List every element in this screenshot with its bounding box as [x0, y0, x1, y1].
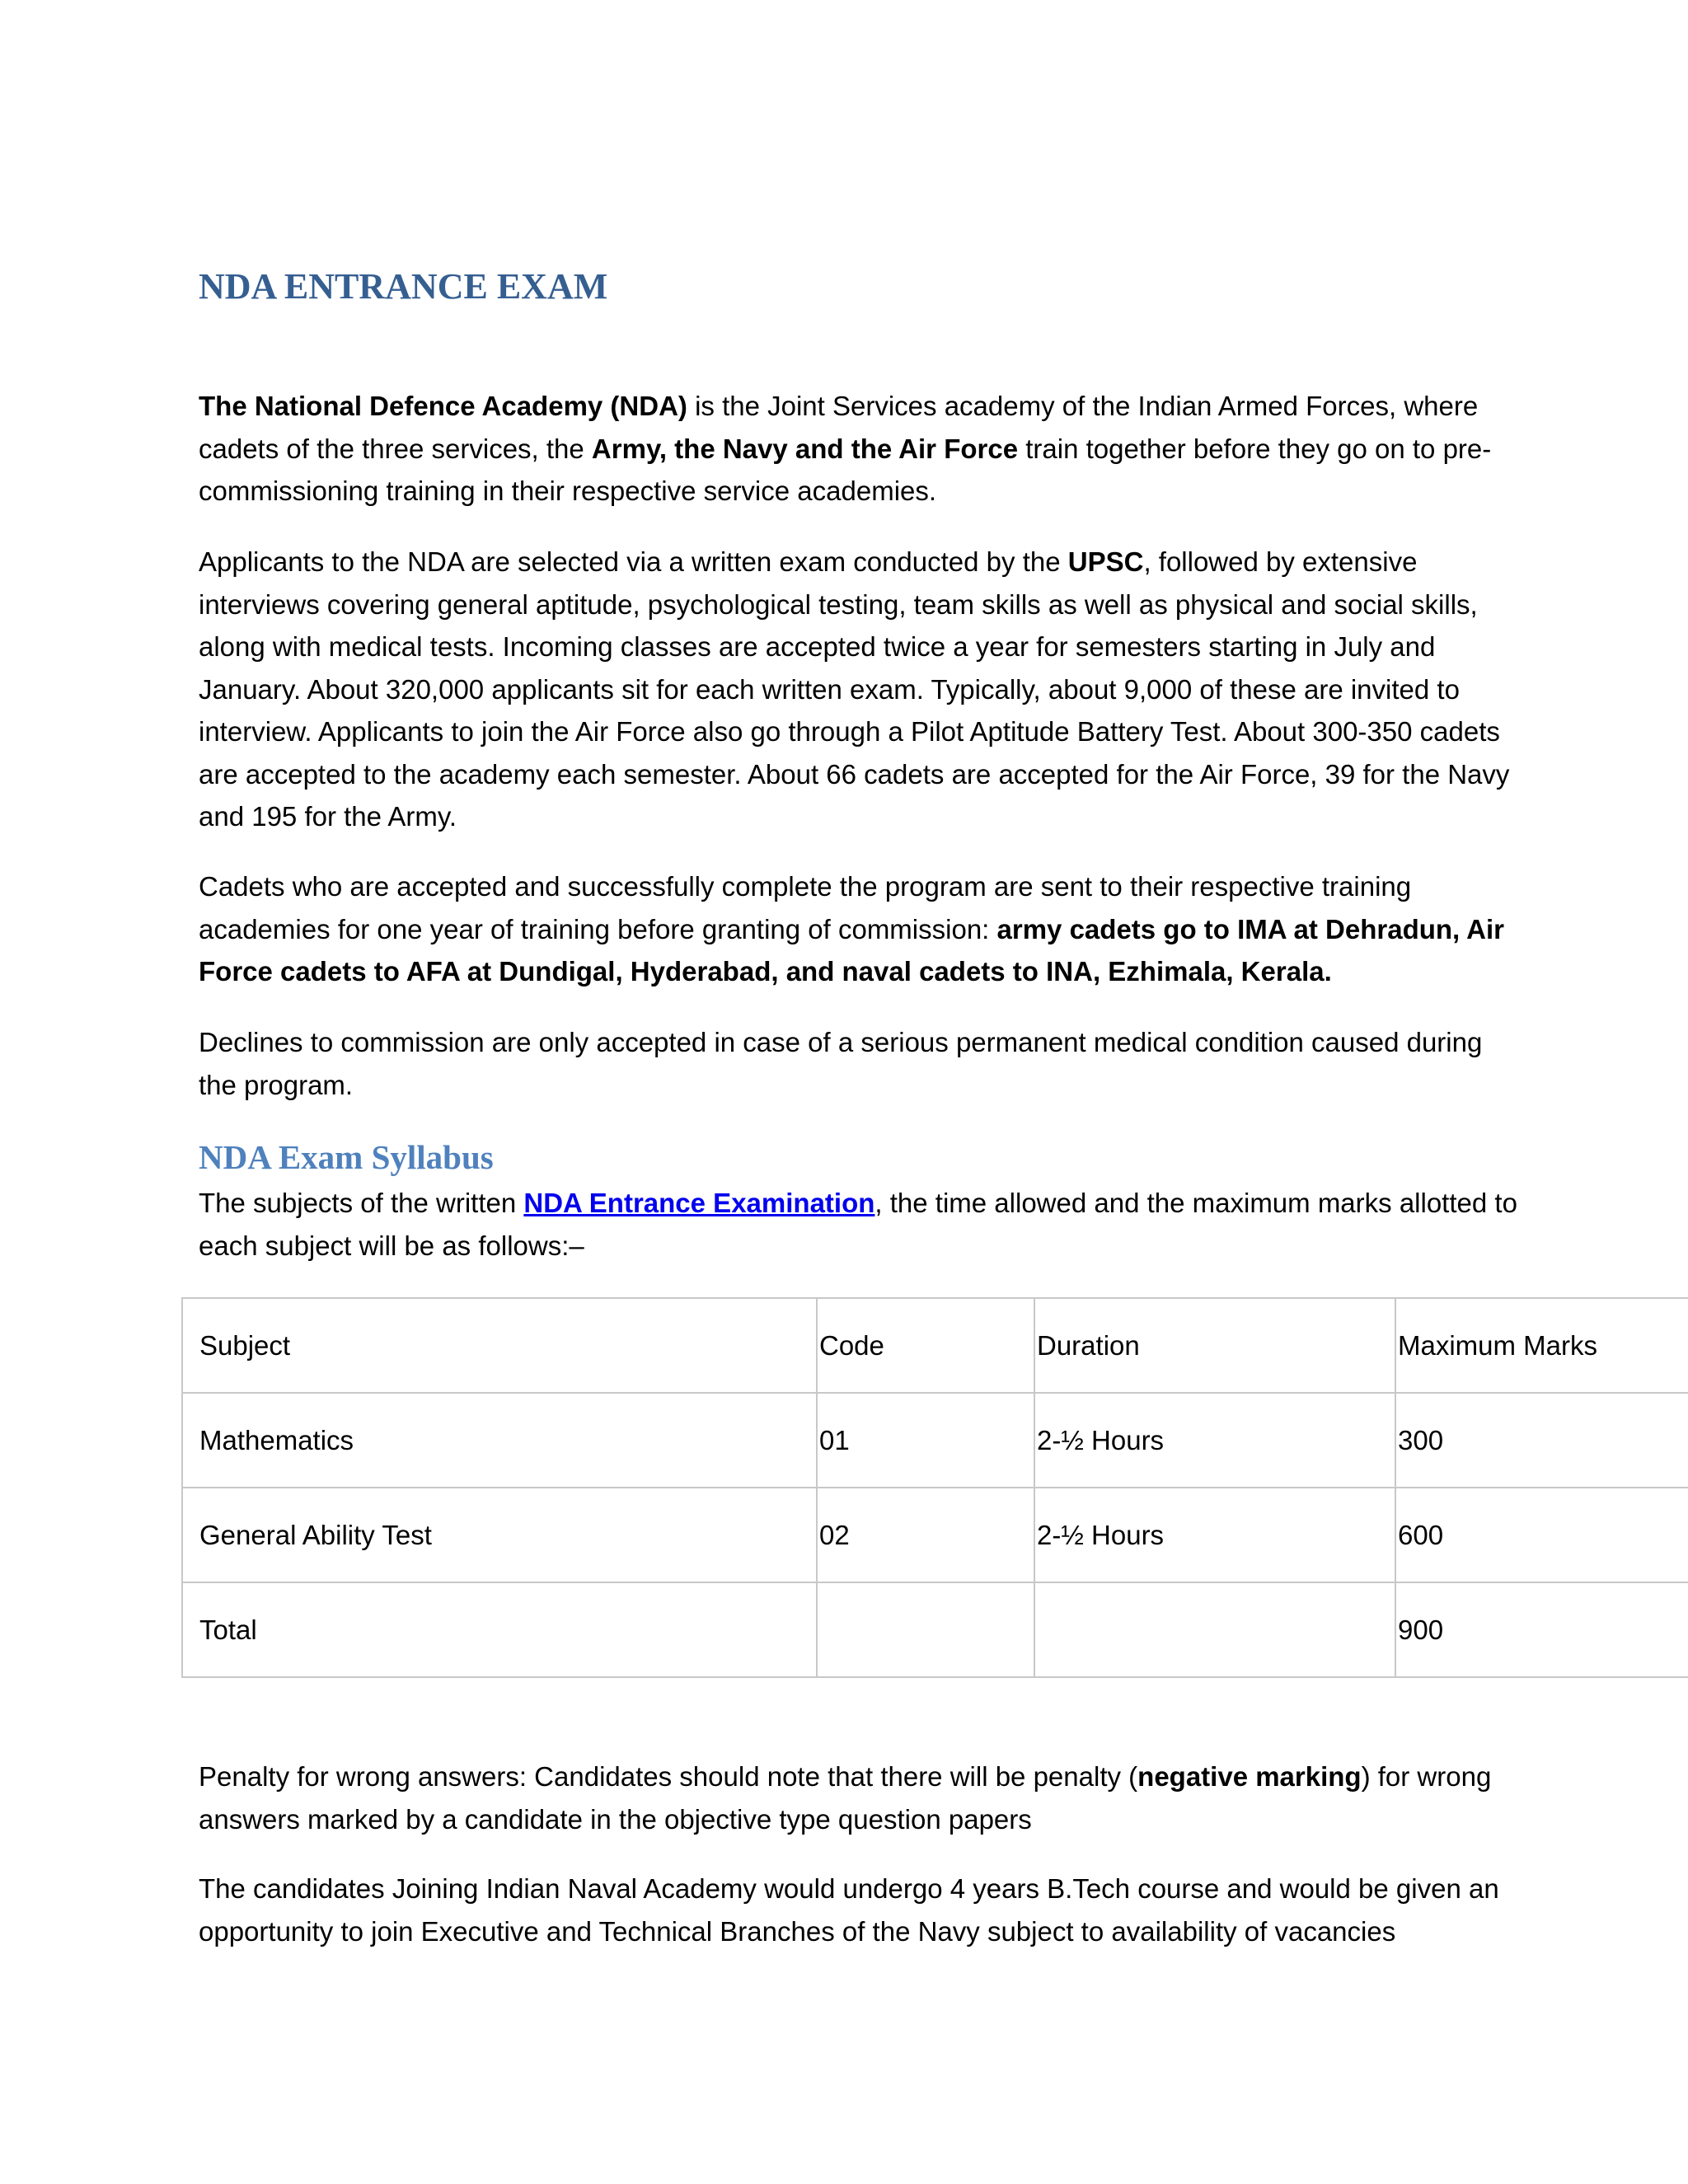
naval-paragraph: The candidates Joining Indian Naval Academy would undergo 4 years B.Tech course and would be given an opportunity to join Executive and Technical Branches of the Navy subject to availability of vacancies: [199, 1873, 1499, 1947]
table-header-row: [182, 1298, 1688, 1393]
cell-max-marks: 600: [1395, 1488, 1688, 1582]
cell-subject: Total: [182, 1582, 817, 1677]
selection-bold-upsc: UPSC: [1067, 546, 1144, 577]
intro-bold-services: Army, the Navy and the Air Force: [591, 433, 1019, 464]
cell-subject: General Ability Test: [182, 1488, 817, 1582]
intro-bold-nda: The National Defence Academy (NDA): [199, 391, 687, 421]
cell-duration: 2-½ Hours: [1034, 1488, 1395, 1582]
cell-subject: Mathematics: [182, 1393, 817, 1488]
syllabus-intro-after: , the time allowed and the maximum marks allotted to each subject will be as follows:–: [199, 1188, 1517, 1261]
intro-text-2: train together before they go on to pre-commissioning training in their respective service academies.: [199, 433, 1492, 506]
table-row-total: [182, 1582, 1688, 1677]
intro-paragraph: [199, 385, 1517, 513]
training-bold-academies: army cadets go to IMA at Dehradun, Air Force cadets to AFA at Dundigal, Hyderabad, and naval cadets to INA, Ezhimala, Kerala.: [199, 913, 1505, 987]
header-code: Code: [817, 1298, 1034, 1393]
penalty-text-2: ) for wrong answers marked by a candidate in the objective type question papers: [199, 1761, 1492, 1835]
syllabus-heading: NDA Exam Syllabus: [199, 1138, 494, 1176]
syllabus-intro-before: The subjects of the written: [199, 1188, 524, 1218]
header-subject: Subject: [182, 1298, 817, 1393]
header-max-marks: Maximum Marks: [1395, 1298, 1688, 1393]
penalty-paragraph: [199, 1755, 1517, 1840]
training-text-1: Cadets who are accepted and successfully complete the program are sent to their respective training academies for one year of training before granting of commission:: [199, 871, 1412, 944]
cell-duration: [1034, 1582, 1395, 1677]
penalty-text-1: Penalty for wrong answers: Candidates should note that there will be penalty (: [199, 1761, 1138, 1792]
cell-code: [817, 1582, 1034, 1677]
table-row: [182, 1488, 1688, 1582]
declines-paragraph: Declines to commission are only accepted in case of a serious permanent medical condition caused during the program.: [199, 1027, 1483, 1100]
syllabus-intro: [199, 1182, 1517, 1267]
syllabus-table: [181, 1297, 1688, 1678]
cell-max-marks: 300: [1395, 1393, 1688, 1488]
training-paragraph: [199, 865, 1517, 993]
selection-text-1: Applicants to the NDA are selected via a written exam conducted by the: [199, 546, 1068, 577]
page-title: NDA ENTRANCE EXAM: [199, 266, 608, 307]
cell-code: 02: [817, 1488, 1034, 1582]
cell-max-marks: 900: [1395, 1582, 1688, 1677]
cell-duration: 2-½ Hours: [1034, 1393, 1395, 1488]
header-duration: Duration: [1034, 1298, 1395, 1393]
intro-text-1: is the Joint Services academy of the Indian Armed Forces, where cadets of the three services, the: [199, 391, 1479, 464]
penalty-bold-negative-marking: negative marking: [1137, 1761, 1362, 1792]
selection-paragraph: [199, 541, 1517, 838]
selection-text-2: , followed by extensive interviews covering general aptitude, psychological testing, team skills as well as physical and social skills, along with medical tests. Incoming classes are accepted twice a year for semesters starting in July and January. About 320,000 applicants sit for each written exam. Typically, about 9,000 of these are invited to interview. Applicants to join the Air Force also go through a Pilot Aptitude Battery Test. About 300-350 cadets are accepted to the academy each semester. About 66 cadets are accepted for the Air Force, 39 for the Navy and 195 for the Army.: [199, 546, 1510, 832]
table-row: [182, 1393, 1688, 1488]
nda-exam-link[interactable]: NDA Entrance Examination: [523, 1188, 875, 1218]
cell-code: 01: [817, 1393, 1034, 1488]
